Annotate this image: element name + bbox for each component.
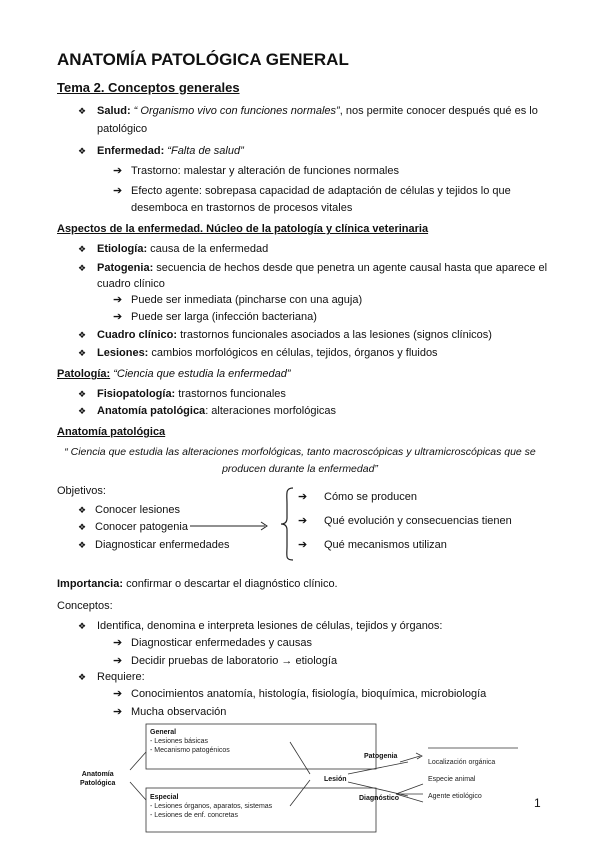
diagram-diagnostico: Diagnóstico xyxy=(359,795,400,802)
anatomia-heading: Anatomía patológica xyxy=(57,426,166,438)
arrow-right-icon: ➔ xyxy=(113,185,123,197)
salud-cont: patológico xyxy=(97,123,148,135)
bullet-diamond-icon: ❖ xyxy=(78,389,87,399)
anatomia-patologica-line: Anatomía patológica: alteraciones morfológicas xyxy=(97,405,337,417)
diagram-patogenia: Patogenia xyxy=(364,753,398,760)
bullet-diamond-icon: ❖ xyxy=(78,621,87,631)
arrow-right-icon: ➔ xyxy=(113,637,123,649)
enfermedad-line: Enfermedad: “Falta de salud” xyxy=(97,145,244,157)
bullet-diamond-icon: ❖ xyxy=(78,672,87,682)
diagram-general-title: General xyxy=(150,729,177,736)
conceptos-requiere: Requiere: xyxy=(97,671,145,683)
fisiopatologia-line: Fisiopatología: trastornos funcionales xyxy=(97,388,286,400)
patologia-line: Patología: “Ciencia que estudia la enfermedad” xyxy=(57,368,291,380)
enfermedad-item: desemboca en trastornos de procesos vitales xyxy=(131,202,353,214)
objetivo-item: Conocer lesiones xyxy=(95,504,180,516)
arrow-right-icon: ➔ xyxy=(113,706,123,718)
objetivos-label: Objetivos: xyxy=(57,485,106,497)
patogenia-sub: Puede ser larga (infección bacteriana) xyxy=(131,311,317,323)
bullet-diamond-icon: ❖ xyxy=(78,522,87,532)
diagram-general-item: - Lesiones básicas xyxy=(150,738,208,745)
arrow-right-icon: ➔ xyxy=(298,539,308,551)
patogenia-cont: cuadro clínico xyxy=(97,278,165,290)
bullet-diamond-icon: ❖ xyxy=(78,330,87,340)
page-number: 1 xyxy=(534,796,541,810)
enfermedad-item: Trastorno: malestar y alteración de funciones normales xyxy=(131,165,399,177)
objetivo-right: Qué mecanismos utilizan xyxy=(324,539,447,551)
bullet-diamond-icon: ❖ xyxy=(78,540,87,550)
arrow-right-icon: ➔ xyxy=(113,165,123,177)
objetivo-item: Conocer patogenia xyxy=(95,521,188,533)
bullet-diamond-icon: ❖ xyxy=(78,106,87,116)
patogenia-line: Patogenia: secuencia de hechos desde que penetra un agente causal hasta que aparece el xyxy=(97,262,548,274)
cuadro-line: Cuadro clínico: trastornos funcionales asociados a las lesiones (signos clínicos) xyxy=(97,329,492,341)
arrow-right-icon: ➔ xyxy=(298,515,308,527)
etiologia-line: Etiología: causa de la enfermedad xyxy=(97,243,269,255)
arrow-right-icon: ➔ xyxy=(298,491,308,503)
objetivo-item: Diagnosticar enfermedades xyxy=(95,539,230,551)
bullet-diamond-icon: ❖ xyxy=(78,263,87,273)
objetivo-right: Qué evolución y consecuencias tienen xyxy=(324,515,512,527)
objetivos-connector xyxy=(185,484,295,564)
bullet-diamond-icon: ❖ xyxy=(78,406,87,416)
lesiones-line: Lesiones: cambios morfológicos en células, tejidos, órganos y fluidos xyxy=(97,347,438,359)
diagram-right-item: Agente etiológico xyxy=(428,793,482,800)
salud-line: Salud: “ Organismo vivo con funciones normales”, nos permite conocer después qué es lo xyxy=(97,105,538,117)
enfermedad-item: Efecto agente: sobrepasa capacidad de adaptación de células y tejidos lo que xyxy=(131,185,511,197)
diagram-especial-title: Especial xyxy=(150,794,179,801)
bullet-diamond-icon: ❖ xyxy=(78,505,87,515)
page-title: ANATOMÍA PATOLÓGICA GENERAL xyxy=(57,50,349,69)
conceptos-sub: Decidir pruebas de laboratorio → etiología xyxy=(131,655,338,667)
arrow-right-icon: ➔ xyxy=(113,294,123,306)
diagram-especial-item: - Lesiones de enf. concretas xyxy=(150,812,238,819)
diagram-lesion: Lesión xyxy=(324,776,347,783)
arrow-right-icon: ➔ xyxy=(113,688,123,700)
patogenia-sub: Puede ser inmediata (pincharse con una aguja) xyxy=(131,294,363,306)
arrow-right-icon: ➔ xyxy=(113,311,123,323)
section-heading-tema: Tema 2. Conceptos generales xyxy=(57,80,240,95)
conceptos-identifica: Identifica, denomina e interpreta lesiones de células, tejidos y órganos: xyxy=(97,620,443,632)
anatomia-quote-1: “ Ciencia que estudia las alteraciones morfológicas, tanto macroscópicas y ultramicroscópicas que se xyxy=(64,446,536,458)
conceptos-sub: Diagnosticar enfermedades y causas xyxy=(131,637,312,649)
bullet-diamond-icon: ❖ xyxy=(78,244,87,254)
anatomia-quote-2: producen durante la enfermedad” xyxy=(222,463,378,475)
importancia-line: Importancia: confirmar o descartar el diagnóstico clínico. xyxy=(57,578,338,590)
diagram-root: Anatomía Patológica xyxy=(80,771,116,787)
aspectos-heading: Aspectos de la enfermedad. Núcleo de la patología y clínica veterinaria xyxy=(57,223,429,235)
conceptos-sub: Mucha observación xyxy=(131,706,227,718)
diagram-right-item: Especie animal xyxy=(428,776,476,783)
bullet-diamond-icon: ❖ xyxy=(78,146,87,156)
conceptos-label: Conceptos: xyxy=(57,600,113,612)
diagram-especial-item: - Lesiones órganos, aparatos, sistemas xyxy=(150,803,273,810)
diagram-general-item: - Mecanismo patogénicos xyxy=(150,747,230,754)
bullet-diamond-icon: ❖ xyxy=(78,348,87,358)
arrow-right-icon: ➔ xyxy=(113,655,123,667)
diagram-right-item: Localización orgánica xyxy=(428,759,496,766)
conceptos-sub: Conocimientos anatomía, histología, fisiología, bioquímica, microbiología xyxy=(131,688,487,700)
objetivo-right: Cómo se producen xyxy=(324,491,417,503)
